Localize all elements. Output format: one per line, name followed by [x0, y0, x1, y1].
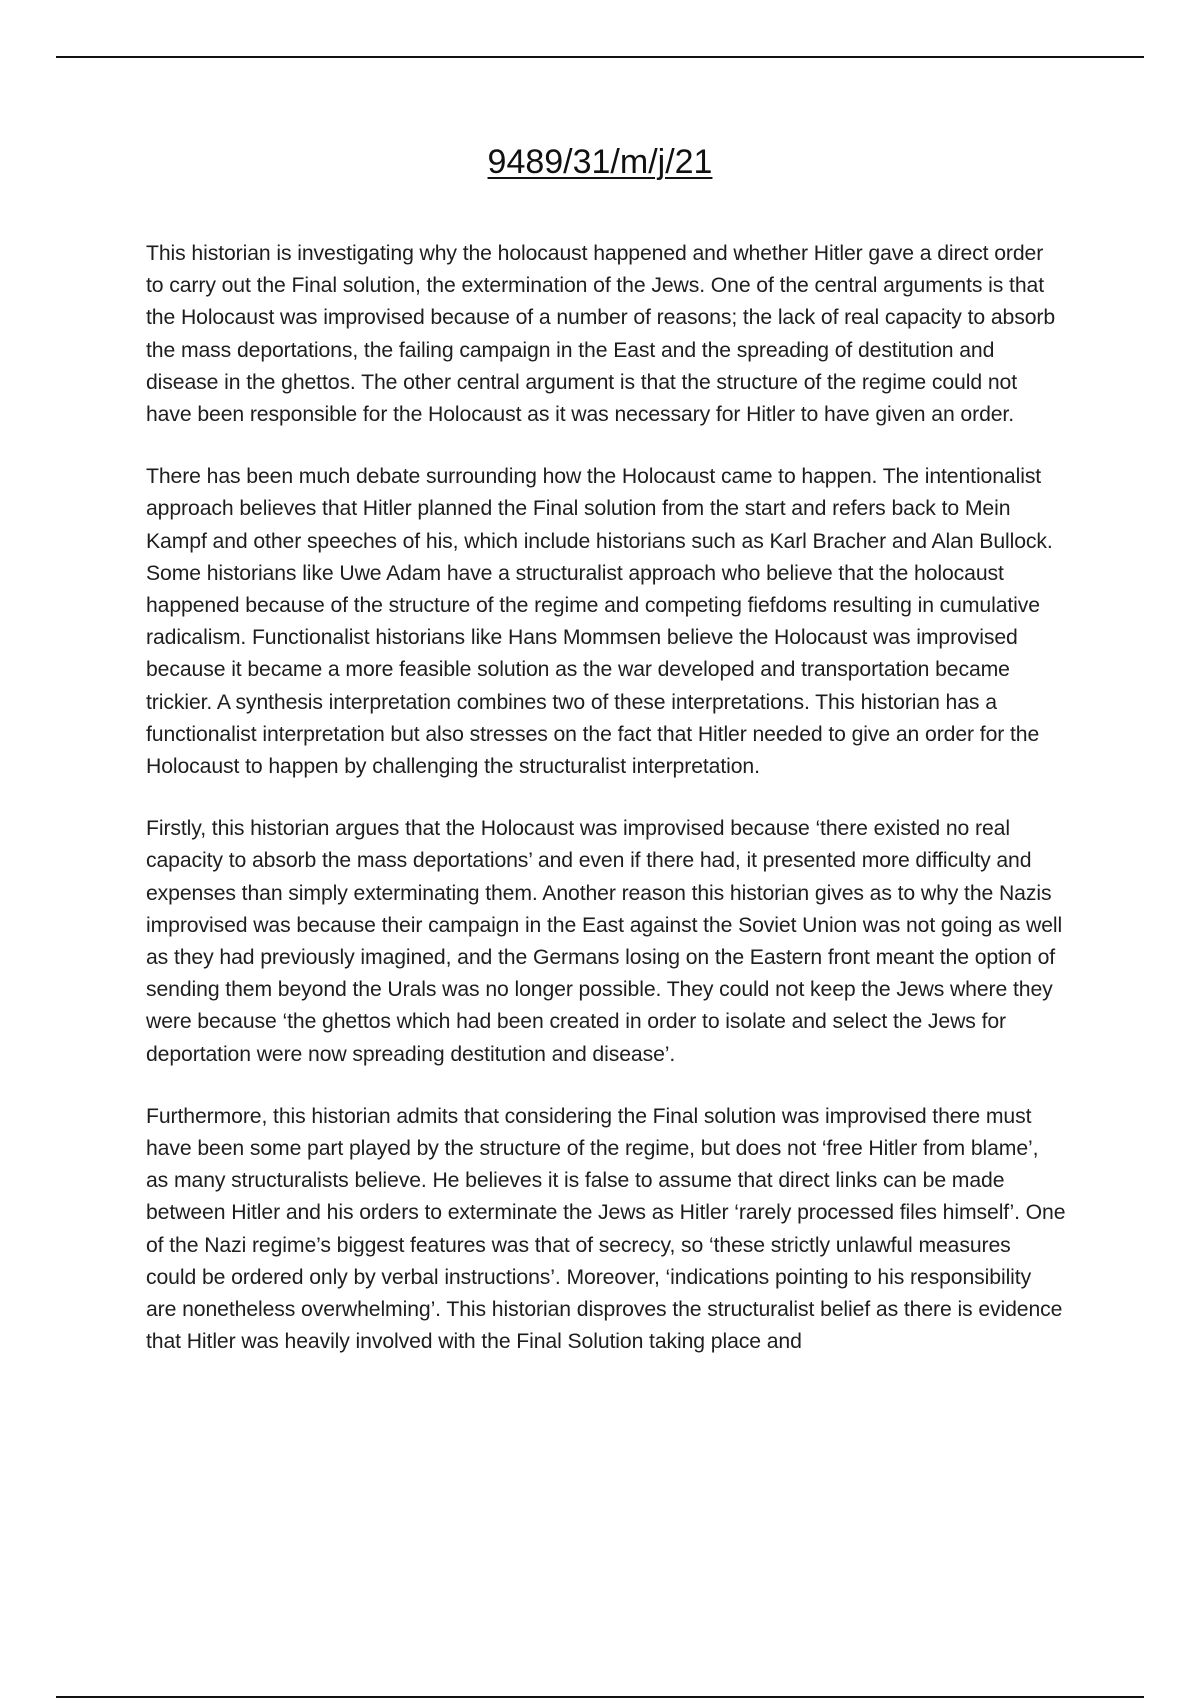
- top-rule: [56, 56, 1144, 58]
- paragraph-firstly: Firstly, this historian argues that the Holocaust was improvised because ‘there existed no real capacity to absorb the mass deportations’ and even if there had, it presented more difficulty and expenses than simply exterminating them. Another reason this historian gives as to why the Nazis improvised was because their campaign in the East against the Soviet Union was not going as well as they had previously imagined, and the Germans losing on the Eastern front meant the option of sending them beyond the Urals was no longer possible. They could not keep the Jews where they were because ‘the ghettos which had been created in order to isolate and select the Jews for deportation were now spreading destitution and disease’.: [146, 817, 1063, 1066]
- paragraph-furthermore: Furthermore, this historian admits that considering the Final solution was improvised there must have been some part played by the structure of the regime, but does not ‘free Hitler from blame’, as many structuralists believe. He believes it is false to assume that direct links can be made between Hitler and his orders to exterminate the Jews as Hitler ‘rarely processed files himself’. One of the Nazi regime’s biggest features was that of secrecy, so ‘these strictly unlawful measures could be ordered only by verbal instructions’. Moreover, ‘indications pointing to his responsibility are nonetheless overwhelming’. This historian disproves the structuralist belief as there is evidence that Hitler was heavily involved with the Final Solution taking place and: [146, 1104, 1066, 1354]
- paragraph-debate: There has been much debate surrounding how the Holocaust came to happen. The intentionalist approach believes that Hitler planned the Final solution from the start and refers back to Mein Kampf and other speeches of his, which include historians such as Karl Bracher and Alan Bullock. Some historians like Uwe Adam have a structuralist approach who believe that the holocaust happened because of the structure of the regime and competing fiefdoms resulting in cumulative radicalism. Functionalist historians like Hans Mommsen believe the Holocaust was improvised because it became a more feasible solution as the war developed and transportation became trickier. A synthesis interpretation combines two of these interpretations. This historian has a functionalist interpretation but also stresses on the fact that Hitler needed to give an order for the Holocaust to happen by challenging the structuralist interpretation.: [146, 465, 1053, 779]
- paragraph-intro: This historian is investigating why the holocaust happened and whether Hitler gave a direct order to carry out the Final solution, the extermination of the Jews. One of the central arguments is that the Holocaust was improvised because of a number of reasons; the lack of real capacity to absorb the mass deportations, the failing campaign in the East and the spreading of destitution and disease in the ghettos. The other central argument is that the structure of the regime could not have been responsible for the Holocaust as it was necessary for Hitler to have given an order.: [146, 242, 1056, 427]
- document-body: [146, 238, 1066, 1389]
- document-title: 9489/31/m/j/21: [487, 143, 713, 181]
- bottom-rule: [56, 1696, 1144, 1698]
